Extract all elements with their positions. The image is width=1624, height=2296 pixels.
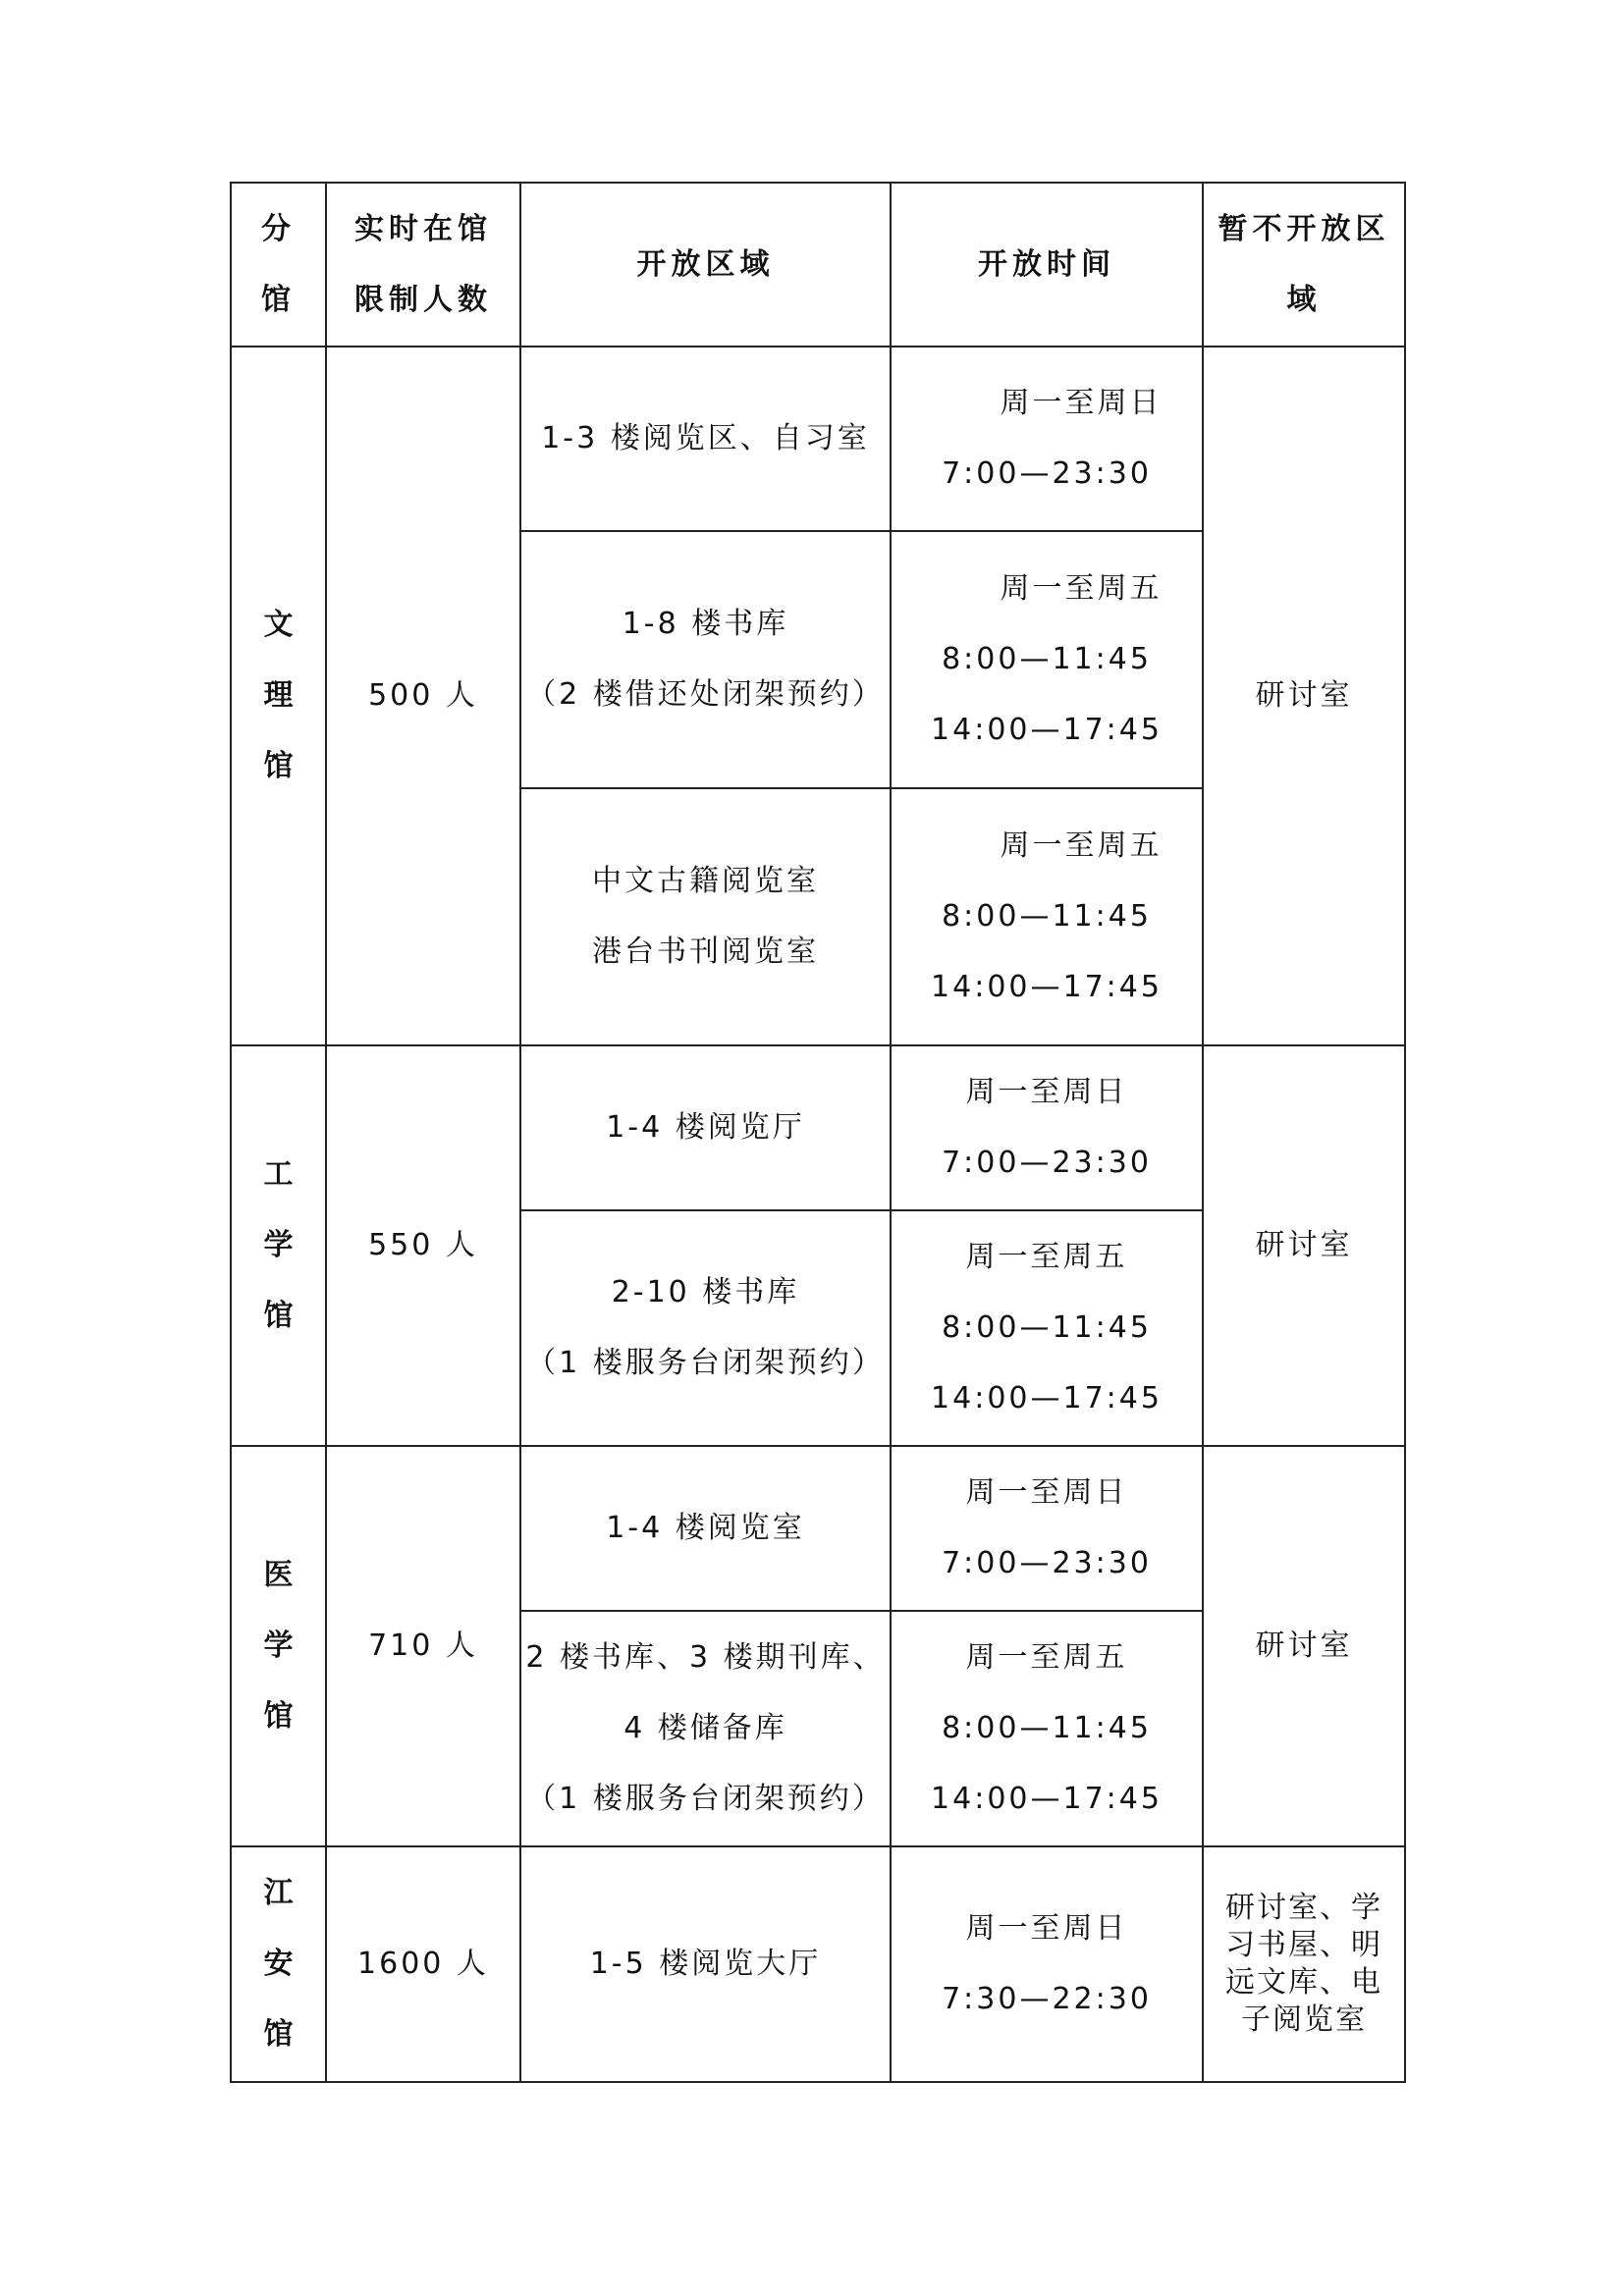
open-area: 1-3 楼阅览区、自习室 <box>520 347 891 531</box>
branch-name-gongxue: 工 学 馆 <box>231 1045 326 1446</box>
open-time: 周一至周五 8:00—11:45 14:00—17:45 <box>891 1210 1203 1446</box>
open-area: 2-10 楼书库 （1 楼服务台闭架预约） <box>520 1210 891 1446</box>
branch-limit: 1600 人 <box>326 1846 520 2082</box>
table-row <box>231 1446 1405 1611</box>
branch-name-yixue: 医 学 馆 <box>231 1446 326 1846</box>
open-area: 1-4 楼阅览厅 <box>520 1045 891 1210</box>
open-time: 周一至周日 7:00—23:30 <box>891 1446 1203 1611</box>
branch-limit: 500 人 <box>326 347 520 1045</box>
closed-area: 研讨室 <box>1203 347 1405 1045</box>
table-row <box>231 1045 1405 1210</box>
open-area: 2 楼书库、3 楼期刊库、 4 楼储备库 （1 楼服务台闭架预约） <box>520 1611 891 1846</box>
open-area: 1-4 楼阅览室 <box>520 1446 891 1611</box>
open-time: 周一至周五 8:00—11:45 14:00—17:45 <box>891 1611 1203 1846</box>
open-time: 周一至周日 7:00—23:30 <box>891 347 1203 531</box>
branch-limit: 550 人 <box>326 1045 520 1446</box>
header-area: 开放区域 <box>520 183 891 347</box>
library-hours-table <box>230 182 1406 2083</box>
open-time: 周一至周五 8:00—11:45 14:00—17:45 <box>891 788 1203 1045</box>
header-time: 开放时间 <box>891 183 1203 347</box>
closed-area: 研讨室 <box>1203 1045 1405 1446</box>
closed-area: 研讨室、学 习书屋、明 远文库、电 子阅览室 <box>1203 1846 1405 2082</box>
open-time: 周一至周五 8:00—11:45 14:00—17:45 <box>891 531 1203 788</box>
open-area: 中文古籍阅览室 港台书刊阅览室 <box>520 788 891 1045</box>
header-row <box>231 183 1405 347</box>
table-row <box>231 1846 1405 2082</box>
open-area: 1-8 楼书库 （2 楼借还处闭架预约） <box>520 531 891 788</box>
closed-area: 研讨室 <box>1203 1446 1405 1846</box>
branch-name-jiangan: 江 安 馆 <box>231 1846 326 2082</box>
open-area: 1-5 楼阅览大厅 <box>520 1846 891 2082</box>
open-time: 周一至周日 7:30—22:30 <box>891 1846 1203 2082</box>
header-closed: 暂不开放区 域 <box>1203 183 1405 347</box>
branch-limit: 710 人 <box>326 1446 520 1846</box>
table-row <box>231 347 1405 531</box>
branch-name-wenli: 文 理 馆 <box>231 347 326 1045</box>
open-time: 周一至周日 7:00—23:30 <box>891 1045 1203 1210</box>
header-limit: 实时在馆 限制人数 <box>326 183 520 347</box>
header-branch: 分 馆 <box>231 183 326 347</box>
